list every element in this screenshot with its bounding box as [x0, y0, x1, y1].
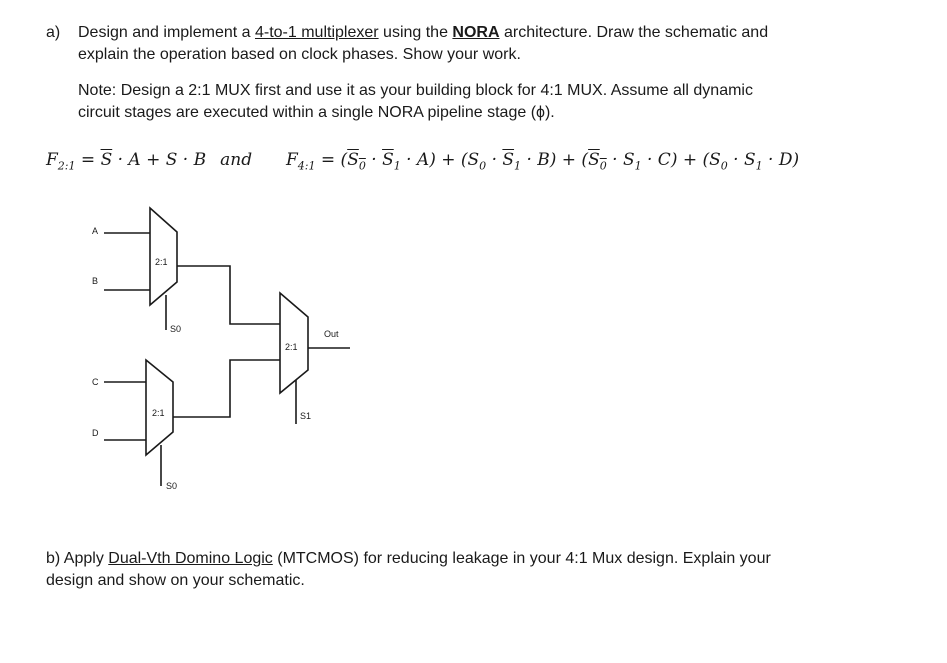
question-a	[46, 22, 906, 124]
label-input-c: C	[92, 377, 99, 387]
label-input-b: B	[92, 276, 99, 286]
question-b	[46, 548, 886, 592]
qb-domino-term: Dual-Vth Domino Logic	[108, 550, 273, 567]
qa-line1-pre: Design and implement a	[78, 24, 255, 41]
qa-line2: explain the operation based on clock phases. Show your work.	[78, 46, 521, 63]
qa-line1-post: architecture. Draw the schematic and	[499, 24, 769, 41]
qb-line2: design and show on your schematic.	[46, 572, 305, 589]
note-line2: circuit stages are executed within a single NORA pipeline stage (ϕ).	[78, 104, 555, 121]
label-mux-top: 2:1	[155, 257, 168, 267]
equation-and: and	[220, 150, 253, 170]
question-a-text	[78, 22, 906, 66]
qa-line1-mid: using the	[378, 24, 453, 41]
qb-post-line1: (MTCMOS) for reducing leakage in your 4:1 Mux design. Explain your	[272, 550, 771, 567]
wire-bottom-out	[173, 360, 280, 417]
label-sel-final: S1	[300, 411, 312, 421]
qb-pre: b) Apply	[46, 550, 109, 567]
wire-top-out	[177, 266, 280, 324]
label-mux-bottom: 2:1	[152, 408, 165, 418]
label-output: Out	[324, 329, 339, 339]
label-mux-final: 2:1	[285, 342, 298, 352]
label-sel-bottom: S0	[166, 481, 178, 491]
equation-f4to1: $F_{4:1} = (S_0 \cdot \overline{S}_1 \cdot A) + (S_0 \cdot \overline{S}_1 \cdot B) + (S_0 \cdot S_1 \cdot C) + (S_0 \cdot S_1 \cdot D)$	[286, 150, 800, 173]
equation-f2to1: $F_{2:1} = \overline{S} \cdot A + S \cdot B$ and	[46, 150, 253, 173]
note-line1: Note: Design a 2:1 MUX first and use it as your building block for 4:1 MUX. Assume all dynamic	[78, 82, 753, 99]
qa-nora-term: NORA	[452, 24, 500, 41]
label-input-d: D	[92, 428, 99, 438]
mux-schematic	[80, 200, 380, 500]
mux-equations	[46, 150, 926, 180]
label-sel-top: S0	[170, 324, 182, 334]
label-input-a: A	[92, 226, 99, 236]
question-a-label: a)	[46, 24, 61, 41]
qa-multiplexer-term: 4-to-1 multiplexer	[254, 24, 379, 41]
question-a-note	[78, 80, 906, 124]
